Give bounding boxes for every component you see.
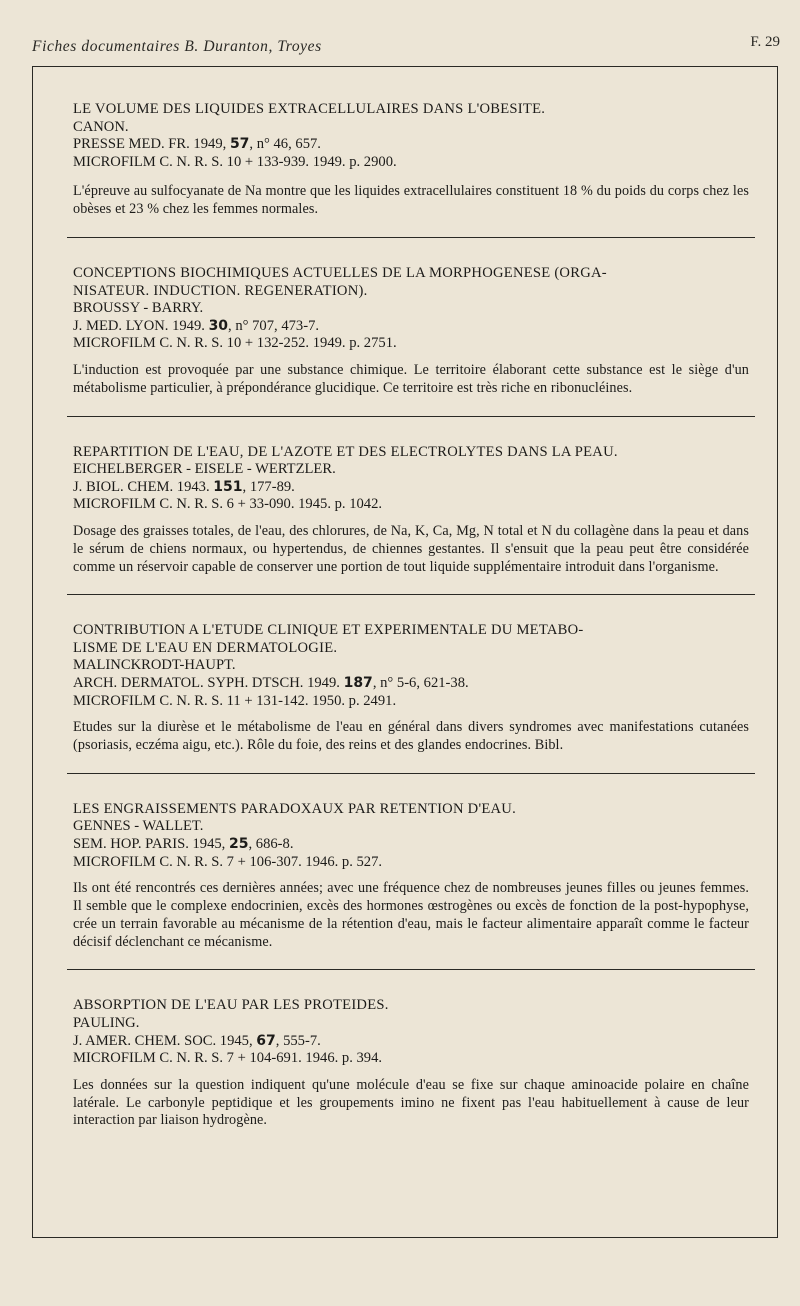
entry-citation: [73, 836, 749, 854]
header-title: Fiches documentaires B. Duranton, Troyes: [32, 38, 322, 55]
entry-volume: 187: [343, 675, 373, 692]
entry-authors: BROUSSY - BARRY.: [73, 300, 204, 317]
entry: [73, 997, 749, 1130]
entry-title-continued: NISATEUR. INDUCTION. REGENERATION).: [73, 282, 368, 299]
entry-pages: , 686-8.: [248, 836, 294, 853]
entry-citation: [73, 479, 749, 497]
entry-abstract: L'induction est provoquée par une substance chimique. Le territoire élaborant cette substance est le siège d'un métabolisme particulier, à prépondérance glucidique. Ce territoire est très riche en ribonucléines.: [73, 361, 749, 396]
entry: [73, 801, 749, 952]
entry-authors: GENNES - WALLET.: [73, 818, 204, 835]
entry-pages: , n° 707, 473-7.: [228, 317, 320, 334]
entry-separator: [67, 969, 755, 970]
entry-separator: [67, 237, 755, 238]
entries-list: [73, 101, 749, 1130]
entry-citation: [73, 136, 749, 154]
entry-journal: SEM. HOP. PARIS. 1945,: [73, 836, 226, 853]
entry-citation: [73, 1033, 749, 1051]
entry-citation: [73, 318, 749, 336]
entry-journal: ARCH. DERMATOL. SYPH. DTSCH. 1949.: [73, 675, 340, 692]
entry-separator: [67, 594, 755, 595]
entry-volume: 67: [256, 1032, 276, 1049]
entry-authors: MALINCKRODT-HAUPT.: [73, 657, 236, 674]
entry-authors: EICHELBERGER - EISELE - WERTZLER.: [73, 461, 336, 478]
entry: [73, 444, 749, 577]
page-header: [32, 34, 780, 62]
entry-abstract: Dosage des graisses totales, de l'eau, des chlorures, de Na, K, Ca, Mg, N total et N du collagène dans la peau et dans le sérum de chiens normaux, ou hypertendus, de chiennes gestantes. Il s'ensuit que la peau peut être considérée comme un réservoir capable de conserver une portion de tout liquide supplémentaire introduit dans l'organisme.: [73, 522, 749, 575]
entry-abstract: Etudes sur la diurèse et le métabolisme de l'eau en général dans divers syndromes avec manifestations cutanées (psoriasis, eczéma aigu, etc.). Rôle du foie, des reins et des glandes endocrines. Bibl.: [73, 719, 749, 754]
entry-title: ABSORPTION DE L'EAU PAR LES PROTEIDES.: [73, 997, 389, 1014]
entry-pages: , 177-89.: [242, 478, 295, 495]
entry-microfilm: MICROFILM C. N. R. S. 7 + 104-691. 1946. p. 394.: [73, 1050, 383, 1067]
entry: [73, 622, 749, 755]
entry-citation: [73, 675, 749, 693]
entry-title: CONCEPTIONS BIOCHIMIQUES ACTUELLES DE LA MORPHOGENESE (ORGA-: [73, 264, 607, 281]
entry-authors: CANON.: [73, 118, 129, 135]
entry-volume: 30: [208, 317, 229, 334]
entry-microfilm: MICROFILM C. N. R. S. 7 + 106-307. 1946. p. 527.: [73, 853, 383, 870]
entry: [73, 265, 749, 398]
entry-journal: J. MED. LYON. 1949.: [73, 317, 205, 334]
entry-abstract: L'épreuve au sulfocyanate de Na montre que les liquides extracellulaires constituent 18 % du poids du corps chez les obèses et 23 % chez les femmes normales.: [73, 183, 749, 218]
entry-microfilm: MICROFILM C. N. R. S. 6 + 33-090. 1945. p. 1042.: [73, 496, 383, 513]
entry-title: REPARTITION DE L'EAU, DE L'AZOTE ET DES ELECTROLYTES DANS LA PEAU.: [73, 443, 618, 460]
entry-title-continued: LISME DE L'EAU EN DERMATOLOGIE.: [73, 639, 338, 656]
entry-abstract: Les données sur la question indiquent qu'une molécule d'eau se fixe sur chaque aminoacide polaire en chaîne latérale. Le carbonyle peptidique et les groupements imino ne fixent pas l'eau habituellement à cause de leur interaction par liaison hydrogène.: [73, 1076, 749, 1129]
entry-microfilm: MICROFILM C. N. R. S. 10 + 132-252. 1949. p. 2751.: [73, 335, 397, 352]
entry-pages: , n° 5-6, 621-38.: [372, 675, 469, 692]
page-number: F. 29: [750, 34, 780, 50]
document-frame: [32, 66, 778, 1238]
entry-microfilm: MICROFILM C. N. R. S. 10 + 133-939. 1949. p. 2900.: [73, 153, 397, 170]
entry-journal: J. AMER. CHEM. SOC. 1945,: [73, 1032, 253, 1049]
entry-volume: 57: [229, 136, 250, 153]
entry-authors: PAULING.: [73, 1015, 140, 1032]
entry: [73, 101, 749, 219]
entry-microfilm: MICROFILM C. N. R. S. 11 + 131-142. 1950. p. 2491.: [73, 692, 397, 709]
entry-title: LE VOLUME DES LIQUIDES EXTRACELLULAIRES DANS L'OBESITE.: [73, 101, 546, 117]
entry-volume: 151: [213, 478, 243, 495]
entry-abstract: Ils ont été rencontrés ces dernières années; avec une fréquence chez de nombreuses jeunes filles ou jeunes femmes. Il semble que le complexe endocrinien, excès des hormones œstrogènes ou excès de fonction de la post-hypophyse, crée un terrain favorable au mécanisme de la rétention d'eau, mais le facteur alimentaire apparaît comme le facteur décisif déclenchant ce mécanisme.: [73, 880, 749, 950]
entry-separator: [67, 773, 755, 774]
entry-journal: J. BIOL. CHEM. 1943.: [73, 478, 210, 495]
entry-journal: PRESSE MED. FR. 1949,: [73, 136, 227, 153]
entry-title: CONTRIBUTION A L'ETUDE CLINIQUE ET EXPERIMENTALE DU METABO-: [73, 622, 584, 639]
entry-separator: [67, 416, 755, 417]
entry-pages: , 555-7.: [275, 1032, 321, 1049]
entry-pages: , n° 46, 657.: [249, 136, 321, 153]
entry-title: LES ENGRAISSEMENTS PARADOXAUX PAR RETENTION D'EAU.: [73, 800, 516, 817]
entry-volume: 25: [229, 836, 249, 853]
